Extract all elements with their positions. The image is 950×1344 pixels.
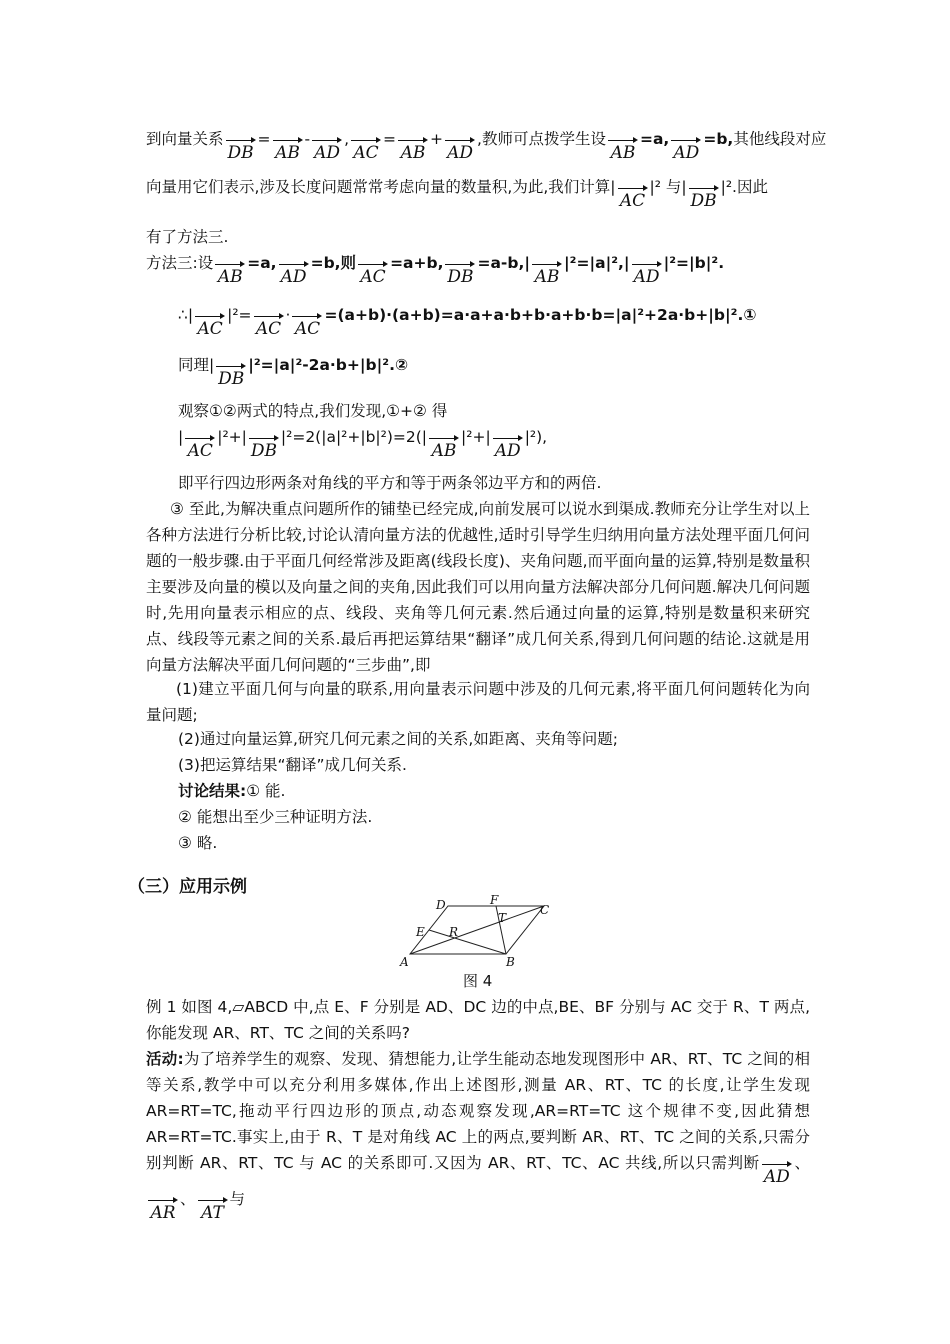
figure-parallelogram (398, 892, 558, 970)
text: - (304, 130, 311, 148)
point-c: C (540, 903, 550, 917)
figure-caption: 图 4 (463, 972, 493, 990)
vector-ad: AD (493, 434, 523, 460)
vector-ab: AB (532, 260, 562, 286)
text: 到向量关系 (146, 130, 224, 148)
point-a: A (400, 955, 409, 969)
text: 、 (180, 1190, 196, 1208)
line-formula-2 (178, 354, 408, 388)
line-compute (146, 176, 768, 210)
text: |².因此 (720, 178, 768, 196)
vector-ac: AC (292, 312, 322, 338)
line-method3-intro: 有了方法三. (146, 228, 229, 246)
vector-db: DB (445, 260, 475, 286)
activity-label: 活动: (146, 1050, 184, 1068)
point-f: F (490, 893, 499, 907)
text: , (344, 130, 350, 148)
text: = (383, 130, 397, 148)
point-d: D (436, 898, 446, 912)
result-3: ③ 略. (178, 834, 218, 852)
vector-ar: AR (148, 1196, 178, 1222)
text: | (178, 428, 184, 446)
text: = (257, 130, 271, 148)
vector-ac: AC (351, 136, 381, 162)
discussion-result (178, 778, 285, 804)
line-formula-sum (178, 426, 547, 460)
parallelogram-diagram (398, 892, 558, 970)
step-2: (2)通过向量运算,研究几何元素之间的关系,如距离、夹角等问题; (178, 730, 619, 748)
point-e: E (416, 925, 425, 939)
line-conclusion: 即平行四边形两条对角线的平方和等于两条邻边平方和的两倍. (178, 474, 602, 492)
vector-db: DB (226, 136, 256, 162)
activity-paragraph (146, 1046, 810, 1222)
result-label: 讨论结果: (178, 782, 247, 800)
text: |²=2(|a|²+|b|²)=2(| (280, 428, 428, 446)
vector-ab: AB (273, 136, 303, 162)
vector-db: DB (249, 434, 279, 460)
result-2: ② 能想出至少三种证明方法. (178, 808, 373, 826)
text: 方法三:设 (146, 254, 214, 272)
text: · (285, 306, 291, 324)
vector-ad: AD (671, 136, 701, 162)
vector-db: DB (689, 184, 719, 210)
paragraph-summary: ③ 至此,为解决重点问题所作的铺垫已经完成,向前发展可以说水到渠成.教师充分让学生对以上各种方法进行分析比较,讨论认清向量方法的优越性,适时引导学生归纳用向量方法处理平面几何问题的一般步骤.由于平面几何经常涉及距离(线段长度)、夹角问题,而平面向量的运算,特别是数量积主要涉及向量的模以及向量之间的夹角,因此我们可以用向量方法解决部分几何问题.解决几何问题时,先用向量表示相应的点、线段、夹角等几何元素.然后通过向量的运算,特别是数量积来研究点、线段等元素之间的关系.最后再把运算结果“翻译”成几何关系,得到几何问题的结论.这就是用向量方法解决平面几何问题的“三步曲”,即 (146, 500, 810, 674)
text: 向量用它们表示,涉及长度问题常常考虑向量的数量积,为此,我们计算| (146, 178, 616, 196)
text: |²=|a|²-2a·b+|b|².② (248, 356, 409, 374)
text: 、 (793, 1154, 810, 1172)
line-formula-1 (178, 304, 756, 338)
step-3: (3)把运算结果“翻译”成几何关系. (178, 756, 407, 774)
vector-ad: AD (312, 136, 342, 162)
vector-ac: AC (195, 312, 225, 338)
text: =a, (639, 130, 670, 148)
vector-ac: AC (358, 260, 388, 286)
vector-ad: AD (762, 1160, 792, 1186)
result-1: ① 能. (246, 782, 286, 800)
text: 其他线段对应 (733, 130, 827, 148)
vector-ab: AB (398, 136, 428, 162)
step-1: (1)建立平面几何与向量的联系,用向量表示问题中涉及的几何元素,将平面几何问题转化为向量问题; (146, 680, 810, 724)
text: |²+| (461, 428, 491, 446)
vector-ab: AB (429, 434, 459, 460)
vector-ad: AD (632, 260, 662, 286)
vector-ac: AC (254, 312, 284, 338)
text: =a-b,| (477, 254, 531, 272)
text: =b,则 (310, 254, 357, 272)
text: |²+| (217, 428, 247, 446)
vector-ab: AB (608, 136, 638, 162)
text: ,教师可点拨学生设 (477, 130, 606, 148)
vector-db: DB (216, 362, 246, 388)
example-1: 例 1 如图 4,▱ABCD 中,点 E、F 分别是 AD、DC 边的中点,BE、BF 分别与 AC 交于 R、T 两点,你能发现 AR、RT、TC 之间的关系吗? (146, 998, 810, 1042)
text: =b, (703, 130, 734, 148)
text: |²=|a|²,| (564, 254, 630, 272)
vector-at: AT (198, 1196, 228, 1222)
point-b: B (506, 955, 515, 969)
activity-text: 为了培养学生的观察、发现、猜想能力,让学生能动态地发现图形中 AR、RT、TC 之间的相等关系,教学中可以充分利用多媒体,作出上述图形,测量 AR、RT、TC 的长度,让学生发现 AR=RT=TC,拖动平行四边形的顶点,动态观察发现,AR=RT=TC 这个规律不变,因此猜想 AR=RT=TC.事实上,由于 R、T 是对角线 AC 上的两点,要判断 AR、RT、TC 之间的关系,只需分别判断 AR、RT、TC 与 AC 的关系即可.又因为 AR、RT、TC、AC 共线,所以只需判断 (146, 1050, 811, 1172)
vector-ad: AD (445, 136, 475, 162)
text: 与 (229, 1190, 246, 1208)
point-t: T (498, 911, 507, 925)
text: 同理| (178, 356, 215, 374)
text: |²), (524, 428, 548, 446)
text: =a, (247, 254, 277, 272)
line-method3 (146, 252, 724, 286)
vector-ac: AC (185, 434, 215, 460)
text: ∴| (178, 306, 194, 324)
text: |² 与| (649, 178, 687, 196)
vector-ad: AD (279, 260, 309, 286)
text: =(a+b)·(a+b)=a·a+a·b+b·a+b·b=|a|²+2a·b+|b|².① (324, 306, 757, 324)
text: =a+b, (390, 254, 444, 272)
text: + (430, 130, 444, 148)
section-heading: （三）应用示例 (128, 877, 247, 897)
text: |²= (227, 306, 252, 324)
line-vector-relations (146, 128, 826, 162)
vector-ab: AB (215, 260, 245, 286)
text: |²=|b|². (663, 254, 725, 272)
point-r: R (449, 925, 459, 939)
line-observe: 观察①②两式的特点,我们发现,①+② 得 (178, 402, 448, 420)
vector-ac: AC (618, 184, 648, 210)
